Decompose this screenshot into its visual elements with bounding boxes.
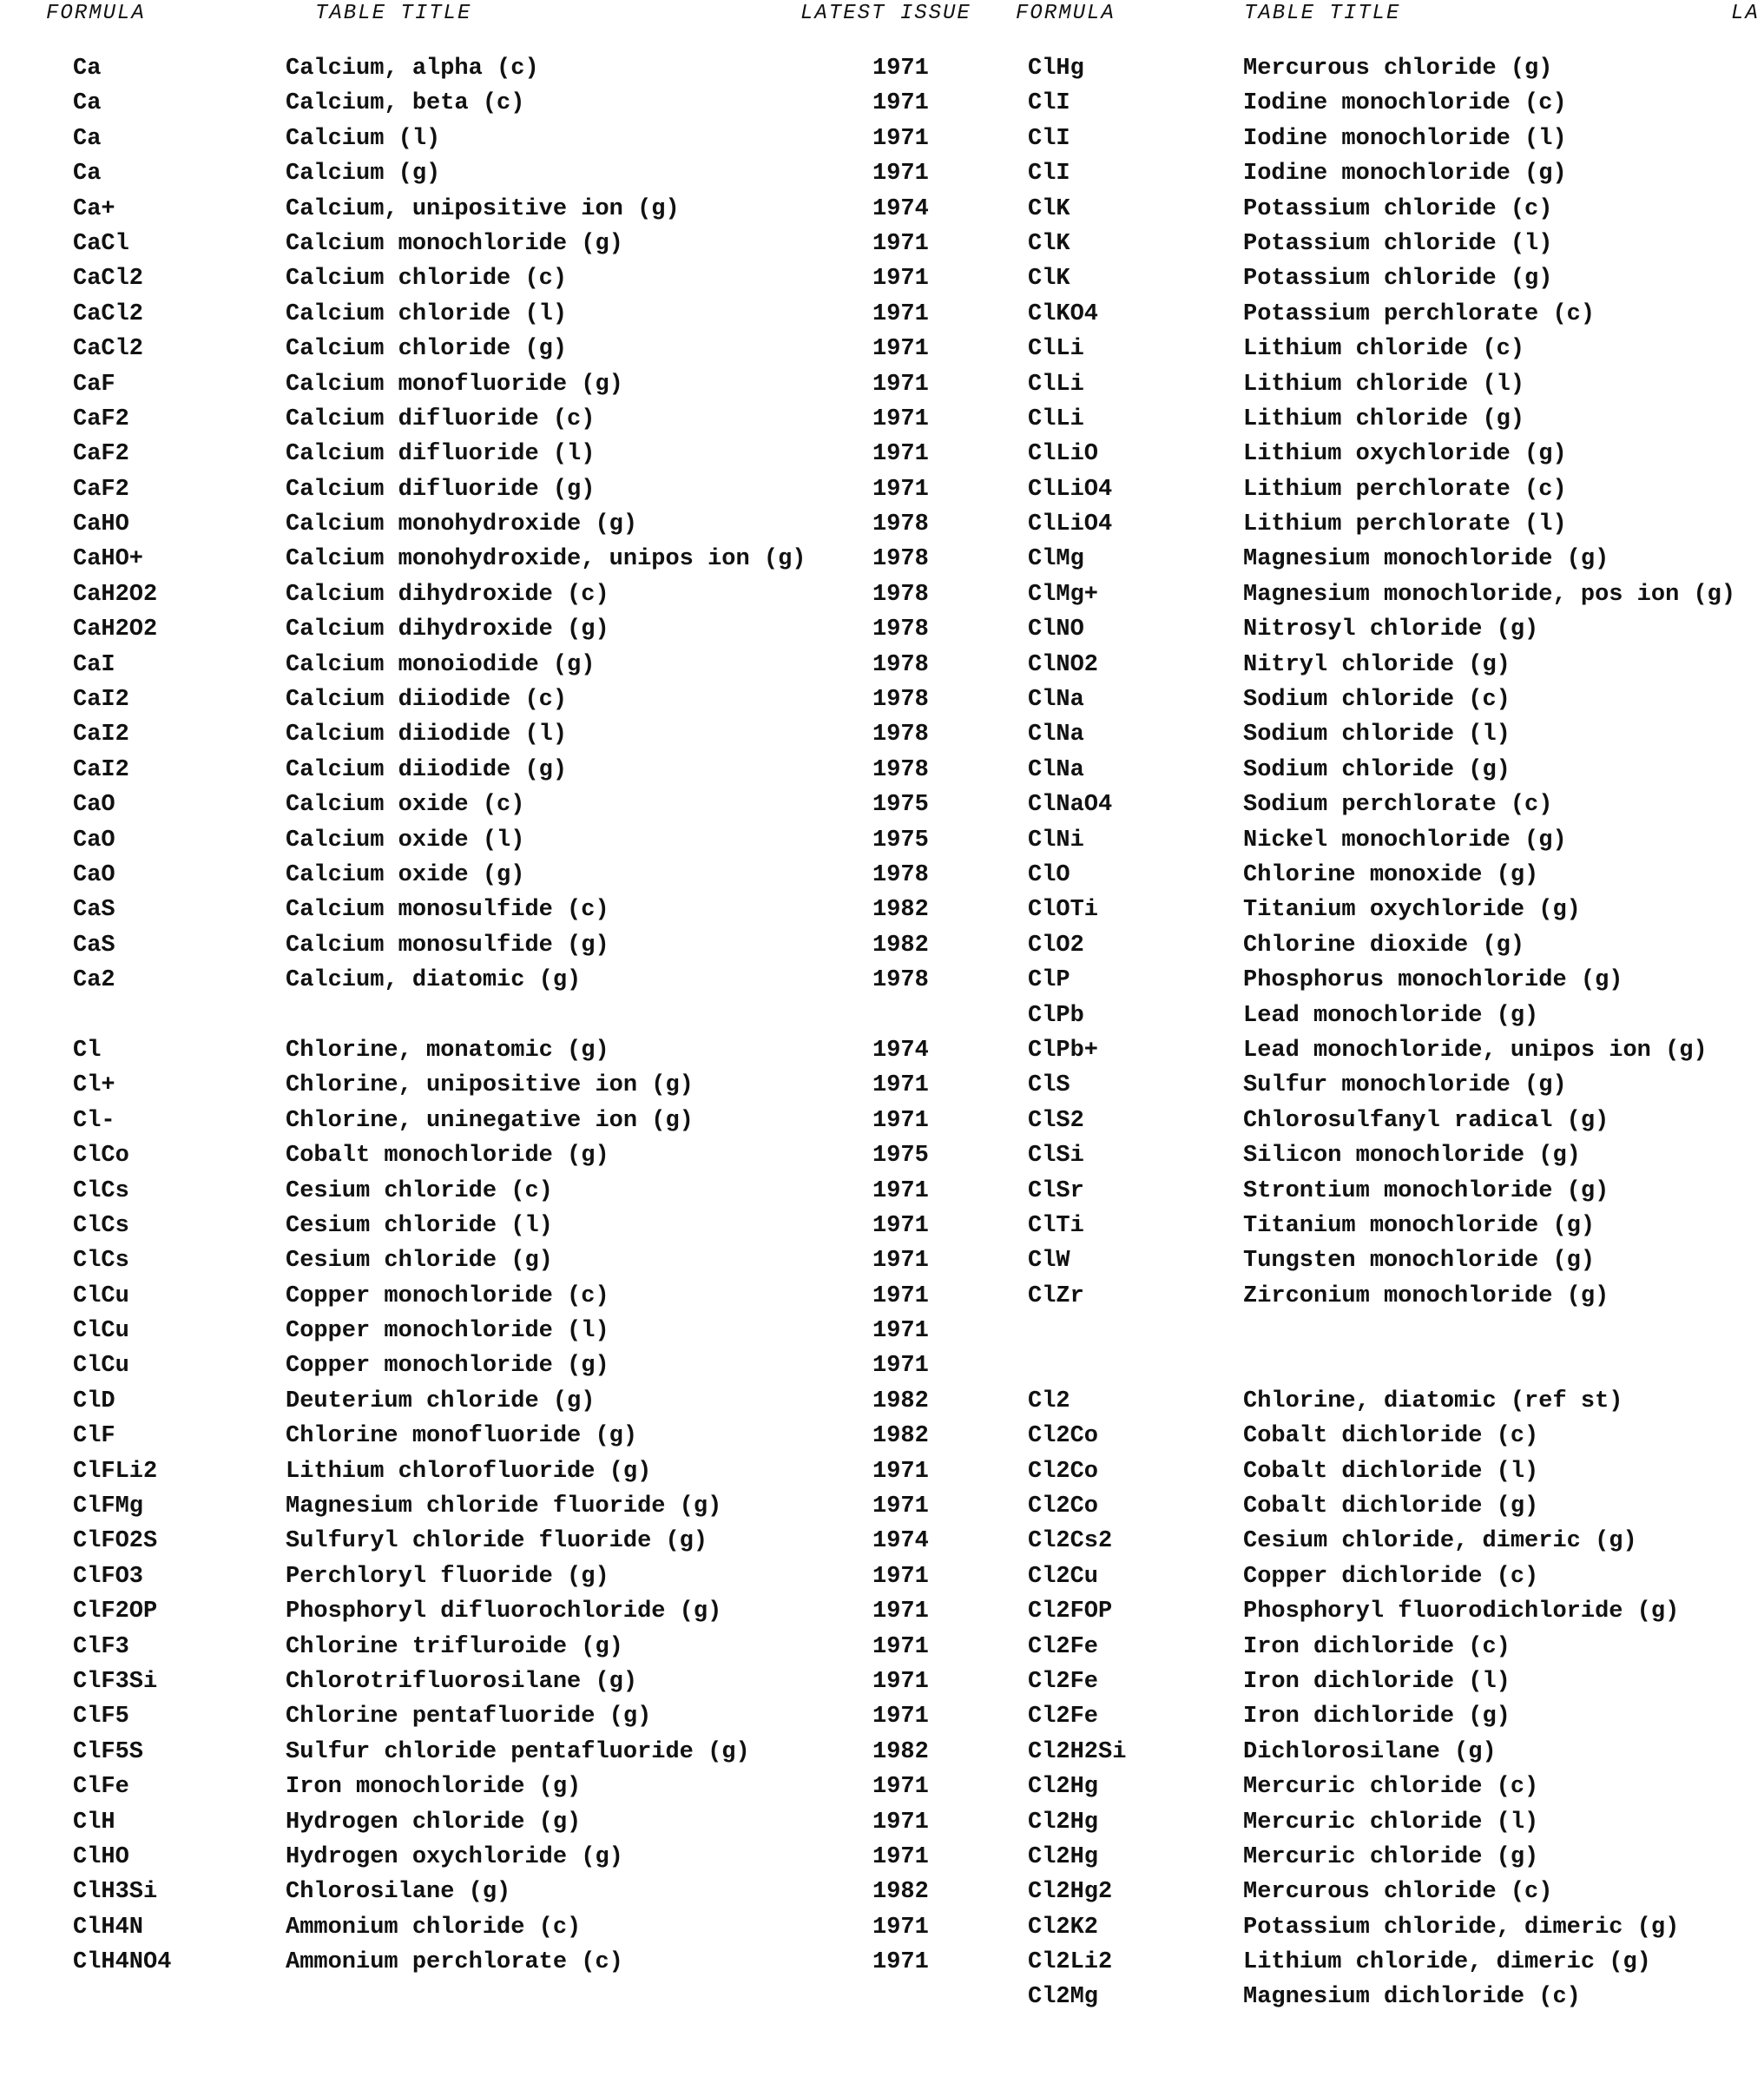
formula-cell: ClMg [1028,546,1084,573]
formula-cell: CaS [73,897,115,924]
formula-cell: ClLiO4 [1028,511,1113,538]
table-title-cell: Sodium chloride (g) [1243,756,1511,783]
table-title-cell: Mercuric chloride (c) [1243,1774,1539,1801]
latest-issue-cell: 1971 [872,125,929,152]
formula-cell: CaHO+ [73,546,144,573]
table-title-cell: Chlorine monoxide (g) [1243,861,1539,888]
formula-cell: Cl2FOP [1028,1599,1113,1625]
formula-cell: ClCs [73,1177,129,1204]
formula-cell: ClF5S [73,1738,144,1765]
table-title-cell: Sodium chloride (l) [1243,722,1511,748]
table-title-cell: Sodium perchlorate (c) [1243,792,1553,819]
formula-cell: ClHg [1028,56,1084,82]
formula-cell: ClK [1028,266,1070,293]
table-title-cell: Iron monochloride (g) [286,1774,582,1801]
table-title-cell: Magnesium monochloride (g) [1243,546,1609,573]
table-title-cell: Copper dichloride (c) [1243,1563,1539,1590]
formula-cell: CaCl2 [73,300,144,327]
header-latest-issue-left: LATEST ISSUE [800,2,971,25]
table-title-cell: Iron dichloride (l) [1243,1668,1511,1695]
formula-cell: ClCo [73,1143,129,1170]
formula-cell: ClLiO4 [1028,476,1113,503]
formula-cell: ClI [1028,90,1070,117]
table-title-cell: Calcium monohydroxide, unipos ion (g) [286,546,806,573]
formula-cell: ClH4NO4 [73,1949,172,1976]
latest-issue-cell: 1978 [872,756,929,783]
table-title-cell: Iodine monochloride (g) [1243,161,1567,188]
formula-cell: Ca [73,161,102,188]
latest-issue-cell: 1982 [872,1423,929,1450]
formula-cell: Cl [73,1037,102,1064]
table-title-cell: Potassium chloride (g) [1243,266,1553,293]
table-title-cell: Zirconium monochloride (g) [1243,1282,1609,1309]
latest-issue-cell: 1971 [872,371,929,398]
latest-issue-cell: 1971 [872,1809,929,1836]
formula-cell: Cl2Cu [1028,1563,1099,1590]
table-title-cell: Cesium chloride, dimeric (g) [1243,1528,1637,1555]
formula-cell: ClKO4 [1028,300,1099,327]
latest-issue-cell: 1982 [872,932,929,959]
table-title-cell: Cesium chloride (c) [286,1177,553,1204]
table-title-cell: Calcium (l) [286,125,441,152]
formula-cell: Cl2Hg [1028,1774,1099,1801]
table-title-cell: Ammonium perchlorate (c) [286,1949,623,1976]
header-table-title-left: TABLE TITLE [315,2,472,25]
latest-issue-cell: 1971 [872,300,929,327]
formula-cell: ClZr [1028,1282,1084,1309]
latest-issue-cell: 1971 [872,1774,929,1801]
formula-cell: ClPb+ [1028,1037,1099,1064]
formula-cell: CaCl2 [73,336,144,363]
formula-cell: CaI2 [73,756,129,783]
formula-cell: CaCl2 [73,266,144,293]
formula-cell: ClCu [73,1353,129,1380]
latest-issue-cell: 1971 [872,1072,929,1099]
latest-issue-cell: 1971 [872,1633,929,1660]
formula-cell: ClFe [73,1774,129,1801]
formula-cell: Cl2Fe [1028,1633,1099,1660]
formula-cell: ClSi [1028,1143,1084,1170]
formula-cell: ClS2 [1028,1107,1084,1134]
formula-cell: CaF2 [73,441,129,468]
table-title-cell: Hydrogen oxychloride (g) [286,1843,623,1870]
table-title-cell: Calcium diiodide (c) [286,687,568,714]
formula-cell: Cl- [73,1107,115,1134]
latest-issue-cell: 1971 [872,1282,929,1309]
formula-cell: ClH3Si [73,1879,158,1906]
table-title-cell: Calcium monochloride (g) [286,230,623,257]
table-title-cell: Calcium dihydroxide (c) [286,581,609,608]
formula-cell: Cl2Hg [1028,1809,1099,1836]
table-title-cell: Lead monochloride (g) [1243,1002,1539,1029]
latest-issue-cell: 1971 [872,476,929,503]
table-title-cell: Calcium difluoride (l) [286,441,596,468]
formula-cell: Cl2Mg [1028,1984,1099,2011]
table-title-cell: Chlorosilane (g) [286,1879,511,1906]
table-title-cell: Lithium chloride (g) [1243,405,1525,432]
formula-cell: Ca [73,56,102,82]
table-title-cell: Calcium diiodide (g) [286,756,568,783]
table-title-cell: Chlorine, monatomic (g) [286,1037,609,1064]
table-title-cell: Calcium monosulfide (g) [286,932,609,959]
latest-issue-cell: 1982 [872,1738,929,1765]
formula-cell: CaI2 [73,687,129,714]
formula-cell: ClNa [1028,756,1084,783]
latest-issue-cell: 1971 [872,441,929,468]
table-title-cell: Cesium chloride (g) [286,1248,553,1275]
latest-issue-cell: 1971 [872,1458,929,1485]
latest-issue-cell: 1971 [872,1563,929,1590]
table-title-cell: Chlorine, uninegative ion (g) [286,1107,694,1134]
table-title-cell: Lithium chlorofluoride (g) [286,1458,652,1485]
table-title-cell: Chlorotrifluorosilane (g) [286,1668,638,1695]
table-title-cell: Phosphoryl fluorodichloride (g) [1243,1599,1680,1625]
table-title-cell: Sulfur chloride pentafluoride (g) [286,1738,750,1765]
table-title-cell: Magnesium monochloride, pos ion (g) [1243,581,1736,608]
latest-issue-cell: 1971 [872,1493,929,1520]
table-title-cell: Hydrogen chloride (g) [286,1809,582,1836]
formula-cell: ClO2 [1028,932,1084,959]
table-title-cell: Ammonium chloride (c) [286,1914,582,1941]
table-title-cell: Phosphoryl difluorochloride (g) [286,1599,722,1625]
latest-issue-cell: 1978 [872,581,929,608]
table-title-cell: Chlorine monofluoride (g) [286,1423,638,1450]
table-title-cell: Mercurous chloride (c) [1243,1879,1553,1906]
table-title-cell: Silicon monochloride (g) [1243,1143,1581,1170]
latest-issue-cell: 1978 [872,616,929,643]
table-title-cell: Perchloryl fluoride (g) [286,1563,609,1590]
formula-cell: ClCu [73,1282,129,1309]
table-title-cell: Titanium oxychloride (g) [1243,897,1581,924]
table-title-cell: Mercurous chloride (g) [1243,56,1553,82]
table-title-cell: Calcium diiodide (l) [286,722,568,748]
table-title-cell: Calcium oxide (c) [286,792,525,819]
formula-cell: Ca [73,125,102,152]
formula-cell: ClSr [1028,1177,1084,1204]
formula-cell: Ca+ [73,195,115,222]
table-title-cell: Chlorosulfanyl radical (g) [1243,1107,1609,1134]
formula-cell: ClLiO [1028,441,1099,468]
formula-cell: Cl2H2Si [1028,1738,1127,1765]
formula-cell: ClH [73,1809,115,1836]
latest-issue-cell: 1971 [872,1353,929,1380]
header-formula-left: FORMULA [46,2,146,25]
formula-cell: CaCl [73,230,129,257]
latest-issue-cell: 1971 [872,1843,929,1870]
formula-cell: ClFO2S [73,1528,158,1555]
latest-issue-cell: 1971 [872,336,929,363]
header-formula-right: FORMULA [1016,2,1116,25]
formula-cell: ClTi [1028,1212,1084,1239]
formula-cell: ClF3Si [73,1668,158,1695]
formula-cell: ClCs [73,1212,129,1239]
table-title-cell: Chlorine trifluroide (g) [286,1633,623,1660]
formula-cell: ClNa [1028,687,1084,714]
formula-cell: ClFO3 [73,1563,144,1590]
table-title-cell: Phosphorus monochloride (g) [1243,967,1623,994]
formula-cell: ClP [1028,967,1070,994]
table-title-cell: Tungsten monochloride (g) [1243,1248,1596,1275]
formula-cell: Ca2 [73,967,115,994]
table-title-cell: Calcium monohydroxide (g) [286,511,638,538]
table-title-cell: Sodium chloride (c) [1243,687,1511,714]
formula-cell: ClK [1028,230,1070,257]
table-title-cell: Calcium difluoride (c) [286,405,596,432]
latest-issue-cell: 1975 [872,827,929,854]
table-title-cell: Calcium monoiodide (g) [286,651,596,678]
table-title-cell: Calcium, diatomic (g) [286,967,582,994]
header-latest-issue-right: LA [1731,2,1760,25]
latest-issue-cell: 1971 [872,1668,929,1695]
latest-issue-cell: 1971 [872,230,929,257]
table-title-cell: Potassium chloride, dimeric (g) [1243,1914,1680,1941]
latest-issue-cell: 1974 [872,1528,929,1555]
formula-cell: ClF [73,1423,115,1450]
table-title-cell: Magnesium dichloride (c) [1243,1984,1581,2011]
latest-issue-cell: 1975 [872,792,929,819]
table-title-cell: Calcium monosulfide (c) [286,897,609,924]
latest-issue-cell: 1974 [872,195,929,222]
formula-cell: ClF3 [73,1633,129,1660]
latest-issue-cell: 1971 [872,1949,929,1976]
formula-cell: ClPb [1028,1002,1084,1029]
latest-issue-cell: 1982 [872,1879,929,1906]
table-title-cell: Magnesium chloride fluoride (g) [286,1493,722,1520]
formula-cell: CaF2 [73,405,129,432]
formula-cell: Cl2Co [1028,1423,1099,1450]
formula-cell: ClOTi [1028,897,1099,924]
formula-cell: ClD [73,1388,115,1414]
formula-cell: Ca [73,90,102,117]
formula-cell: CaO [73,792,115,819]
table-title-cell: Lithium oxychloride (g) [1243,441,1567,468]
formula-cell: CaF2 [73,476,129,503]
table-title-cell: Calcium dihydroxide (g) [286,616,609,643]
formula-cell: ClCs [73,1248,129,1275]
table-title-cell: Dichlorosilane (g) [1243,1738,1497,1765]
formula-cell: ClNa [1028,722,1084,748]
latest-issue-cell: 1971 [872,1704,929,1730]
latest-issue-cell: 1971 [872,1248,929,1275]
latest-issue-cell: 1982 [872,897,929,924]
table-title-cell: Sulfur monochloride (g) [1243,1072,1567,1099]
table-title-cell: Potassium chloride (l) [1243,230,1553,257]
formula-cell: Cl2Hg2 [1028,1879,1113,1906]
table-title-cell: Iodine monochloride (c) [1243,90,1567,117]
formula-cell: CaH2O2 [73,581,158,608]
latest-issue-cell: 1978 [872,546,929,573]
table-title-cell: Cobalt dichloride (g) [1243,1493,1539,1520]
formula-cell: ClO [1028,861,1070,888]
table-title-cell: Iodine monochloride (l) [1243,125,1567,152]
formula-cell: ClS [1028,1072,1070,1099]
latest-issue-cell: 1971 [872,1107,929,1134]
table-title-cell: Deuterium chloride (g) [286,1388,596,1414]
table-title-cell: Cobalt dichloride (c) [1243,1423,1539,1450]
table-title-cell: Lithium chloride, dimeric (g) [1243,1949,1651,1976]
table-title-cell: Mercuric chloride (l) [1243,1809,1539,1836]
formula-cell: ClMg+ [1028,581,1099,608]
formula-cell: CaO [73,861,115,888]
formula-cell: ClH4N [73,1914,144,1941]
latest-issue-cell: 1971 [872,1212,929,1239]
table-title-cell: Iron dichloride (c) [1243,1633,1511,1660]
formula-cell: Cl2 [1028,1388,1070,1414]
table-title-cell: Strontium monochloride (g) [1243,1177,1609,1204]
table-title-cell: Calcium difluoride (g) [286,476,596,503]
latest-issue-cell: 1978 [872,687,929,714]
table-title-cell: Lithium perchlorate (c) [1243,476,1567,503]
table-title-cell: Cesium chloride (l) [286,1212,553,1239]
table-title-cell: Calcium, beta (c) [286,90,525,117]
table-title-cell: Calcium, alpha (c) [286,56,539,82]
table-title-cell: Copper monochloride (l) [286,1318,609,1345]
latest-issue-cell: 1978 [872,511,929,538]
latest-issue-cell: 1971 [872,1599,929,1625]
table-title-cell: Copper monochloride (c) [286,1282,609,1309]
formula-cell: CaH2O2 [73,616,158,643]
formula-cell: ClFLi2 [73,1458,158,1485]
table-title-cell: Iron dichloride (g) [1243,1704,1511,1730]
formula-cell: ClF2OP [73,1599,158,1625]
table-title-cell: Nitrosyl chloride (g) [1243,616,1539,643]
formula-cell: ClLi [1028,405,1084,432]
formula-cell: Cl2Cs2 [1028,1528,1113,1555]
formula-cell: ClNO [1028,616,1084,643]
table-title-cell: Copper monochloride (g) [286,1353,609,1380]
table-title-cell: Lead monochloride, unipos ion (g) [1243,1037,1708,1064]
table-title-cell: Nickel monochloride (g) [1243,827,1567,854]
table-title-cell: Nitryl chloride (g) [1243,651,1511,678]
latest-issue-cell: 1978 [872,722,929,748]
formula-cell: ClI [1028,125,1070,152]
table-title-cell: Chlorine, unipositive ion (g) [286,1072,694,1099]
table-title-cell: Lithium chloride (c) [1243,336,1525,363]
formula-cell: Cl2Fe [1028,1704,1099,1730]
formula-cell: Cl2K2 [1028,1914,1099,1941]
table-title-cell: Cobalt monochloride (g) [286,1143,609,1170]
latest-issue-cell: 1971 [872,90,929,117]
formula-cell: ClLi [1028,336,1084,363]
formula-cell: CaHO [73,511,129,538]
latest-issue-cell: 1971 [872,1914,929,1941]
table-title-cell: Cobalt dichloride (l) [1243,1458,1539,1485]
formula-cell: ClCu [73,1318,129,1345]
formula-cell: ClF5 [73,1704,129,1730]
formula-cell: CaI2 [73,722,129,748]
latest-issue-cell: 1975 [872,1143,929,1170]
table-title-cell: Calcium, unipositive ion (g) [286,195,680,222]
latest-issue-cell: 1971 [872,1177,929,1204]
table-title-cell: Potassium chloride (c) [1243,195,1553,222]
table-title-cell: Calcium (g) [286,161,441,188]
latest-issue-cell: 1978 [872,967,929,994]
table-title-cell: Chlorine dioxide (g) [1243,932,1525,959]
formula-cell: Cl2Hg [1028,1843,1099,1870]
table-title-cell: Calcium chloride (c) [286,266,568,293]
latest-issue-cell: 1978 [872,861,929,888]
formula-cell: Cl2Co [1028,1493,1099,1520]
table-title-cell: Calcium chloride (l) [286,300,568,327]
formula-cell: ClNO2 [1028,651,1099,678]
latest-issue-cell: 1974 [872,1037,929,1064]
formula-cell: ClNaO4 [1028,792,1113,819]
formula-cell: CaS [73,932,115,959]
table-title-cell: Chlorine, diatomic (ref st) [1243,1388,1623,1414]
latest-issue-cell: 1982 [872,1388,929,1414]
table-title-cell: Mercuric chloride (g) [1243,1843,1539,1870]
formula-cell: ClHO [73,1843,129,1870]
formula-cell: ClI [1028,161,1070,188]
formula-cell: ClNi [1028,827,1084,854]
latest-issue-cell: 1971 [872,405,929,432]
table-title-cell: Calcium oxide (g) [286,861,525,888]
formula-cell: ClFMg [73,1493,144,1520]
table-title-cell: Calcium oxide (l) [286,827,525,854]
formula-cell: CaI [73,651,115,678]
table-title-cell: Calcium chloride (g) [286,336,568,363]
formula-cell: CaO [73,827,115,854]
latest-issue-cell: 1978 [872,651,929,678]
table-title-cell: Lithium chloride (l) [1243,371,1525,398]
formula-cell: CaF [73,371,115,398]
formula-cell: Cl2Li2 [1028,1949,1113,1976]
table-title-cell: Titanium monochloride (g) [1243,1212,1596,1239]
latest-issue-cell: 1971 [872,266,929,293]
formula-cell: Cl2Co [1028,1458,1099,1485]
latest-issue-cell: 1971 [872,1318,929,1345]
table-title-cell: Calcium monofluoride (g) [286,371,623,398]
latest-issue-cell: 1971 [872,161,929,188]
latest-issue-cell: 1971 [872,56,929,82]
formula-cell: Cl+ [73,1072,115,1099]
formula-cell: ClW [1028,1248,1070,1275]
header-table-title-right: TABLE TITLE [1244,2,1401,25]
formula-cell: ClK [1028,195,1070,222]
table-title-cell: Lithium perchlorate (l) [1243,511,1567,538]
table-title-cell: Sulfuryl chloride fluoride (g) [286,1528,708,1555]
table-title-cell: Potassium perchlorate (c) [1243,300,1596,327]
formula-cell: Cl2Fe [1028,1668,1099,1695]
formula-cell: ClLi [1028,371,1084,398]
table-title-cell: Chlorine pentafluoride (g) [286,1704,652,1730]
